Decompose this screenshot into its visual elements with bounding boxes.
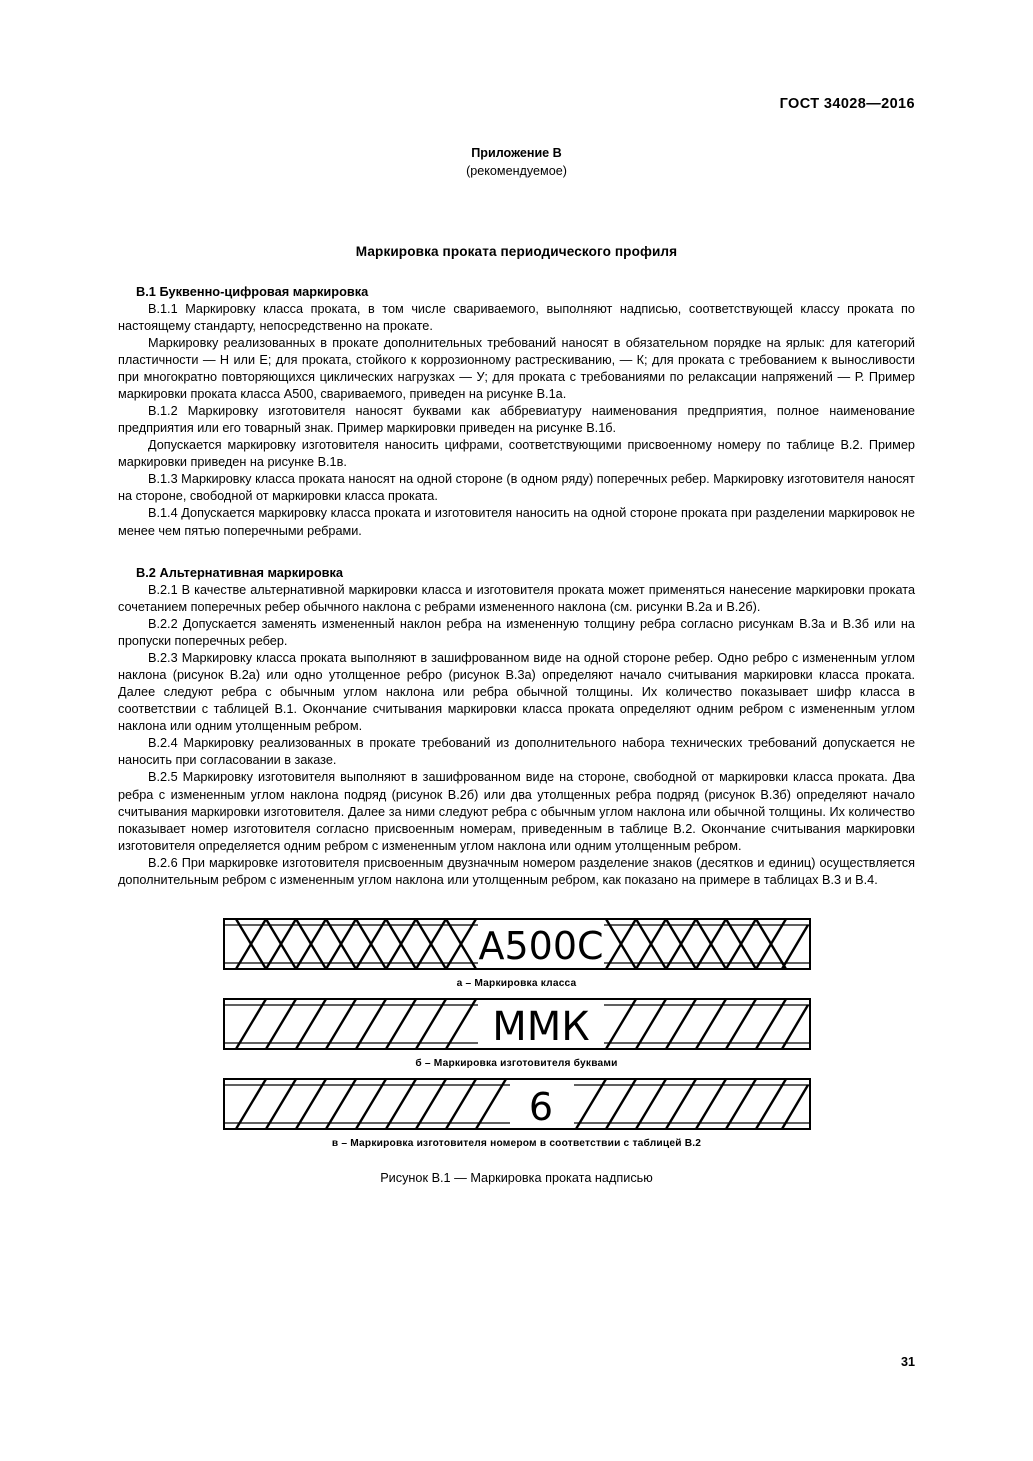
rebar-illustration-a [222, 913, 812, 975]
page-content [118, 140, 915, 1185]
rebar-mark-text-c: 6 [528, 1085, 553, 1130]
figure-a [118, 913, 915, 989]
rebar-svg-b [222, 993, 812, 1055]
rebar-svg-a [222, 913, 812, 975]
section-heading-b2: В.2 Альтернативная маркировка [136, 564, 344, 580]
appendix-subtitle: (рекомендуемое) [466, 163, 567, 178]
figure-group [118, 913, 915, 1185]
paragraph-b2-4: В.2.4 Маркировку реализованных в прокате требований из дополнительного набора технических требований допускается не наносить при согласовании в заказе. [118, 736, 915, 768]
section-heading-b1: В.1 Буквенно-цифровая маркировка [136, 283, 369, 299]
figure-caption-c: в – Маркировка изготовителя номером в соответствии с таблицей В.2 [331, 1138, 702, 1150]
paragraph-b1-2: В.1.2 Маркировку изготовителя наносят буквами как аббревиатуру наименования предприятия, полное наименование предприятия или его товарный знак. Пример маркировки приведен на рисунке В.1б. [118, 403, 915, 436]
paragraph-b2-5: В.2.5 Маркировку изготовителя выполняют в зашифрованном виде на стороне, свободной от маркировки класса проката. Два ребра с измененным углом наклона подряд (рисунок В.2б) или два утолщенных ребра подряд (рисунок В.3б) определяют начало считывания маркировки изготовителя. Далее за ними следуют ребра с обычным углом наклона или обычной толщины. Их количество показывает номер изготовителя согласно присвоенным номерам, приведенным в таблице В.2. Окончание считывания маркировки изготовителя определяется одним ребром с измененным углом наклона или одним утолщенным ребром. [118, 770, 915, 853]
figure-caption-a: а – Маркировка класса [456, 978, 577, 990]
paragraph-b2-1: В.2.1 В качестве альтернативной маркировки класса и изготовителя проката может применяться нанесение маркировки проката сочетанием поперечных ребер обычного наклона с ребрами измененного наклона (см. рисунки В.2а и В.2б). [118, 582, 915, 614]
paragraph-b2-2: В.2.2 Допускается заменять измененный наклон ребра на измененную толщину ребра согласно рисункам В.3а и В.3б или на пропуски поперечных ребер. [118, 616, 915, 648]
paragraph-b1-2-cont: Допускается маркировку изготовителя наносить цифрами, соответствующими присвоенному номеру по таблице В.2. Пример маркировки приведен на рисунке В.1в. [118, 438, 915, 470]
paragraph-b1-1: В.1.1 Маркировку класса проката, в том числе свариваемого, выполняют надписью, соответствующей классу проката по настоящему стандарту, непосредственно на прокате. [118, 301, 915, 333]
rebar-mark-text-a: A500C [477, 924, 604, 969]
paragraph-b2-6: В.2.6 При маркировке изготовителя присвоенным двузначным номером разделение знаков (десятков и единиц) осуществляется дополнительным ребром с измененным углом наклона или утолщенным ребром, как показано на примере в таблицах В.3 и В.4. [118, 855, 915, 887]
rebar-mark-text-b: ММК [491, 1004, 590, 1051]
rebar-illustration-c [222, 1073, 812, 1135]
paragraph-b1-4: В.1.4 Допускается маркировку класса проката и изготовителя наносить на одной стороне проката при разделении маркировок не менее чем пятью поперечными ребрами. [118, 506, 915, 538]
appendix-title: Приложение В [471, 146, 562, 160]
paragraph-b1-1-cont: Маркировку реализованных в прокате дополнительных требований наносят в обязательном порядке на ярлык: для категорий пластичности — Н или Е; для проката, стойкого к коррозионному растрескиванию, — К; для проката с требованием к выносливости при многократно повторяющихся циклических нагрузках — У; для проката с требованиями по релаксации напряжений — Р. Пример маркировки проката класса А500, свариваемого, приведен на рисунке В.1а. [118, 335, 915, 401]
rebar-svg-c [222, 1073, 812, 1135]
page-number: 31 [900, 1355, 915, 1369]
figure-main-caption: Рисунок В.1 — Маркировка проката надписью [380, 1171, 653, 1186]
rebar-illustration-b [222, 993, 812, 1055]
page-header-standard: ГОСТ 34028—2016 [779, 96, 915, 112]
page-title: Маркировка проката периодического профиля [355, 243, 678, 259]
figure-caption-b: б – Маркировка изготовителя буквами [415, 1058, 618, 1070]
paragraph-b1-3: В.1.3 Маркировку класса проката наносят на одной стороне (в одном ряду) поперечных ребер. Маркировку изготовителя наносят на стороне, свободной от маркировки класса проката. [118, 472, 915, 504]
figure-c [118, 1073, 915, 1149]
figure-b [118, 993, 915, 1069]
paragraph-b2-3: В.2.3 Маркировку класса проката выполняют в зашифрованном виде на одной стороне ребер. Одно ребро с измененным углом наклона (рисунок В.2а) или одно утолщенное ребро (рисунок В.3а) определяют начало считывания маркировки класса проката. Далее следуют ребра с обычным углом наклона или ребра обычной толщины. Их количество показывает шифр класса в соответствии с таблицей В.1. Окончание считывания маркировки класса проката определяют одним ребром с измененным углом наклона или одним утолщенным ребром. [118, 650, 915, 734]
